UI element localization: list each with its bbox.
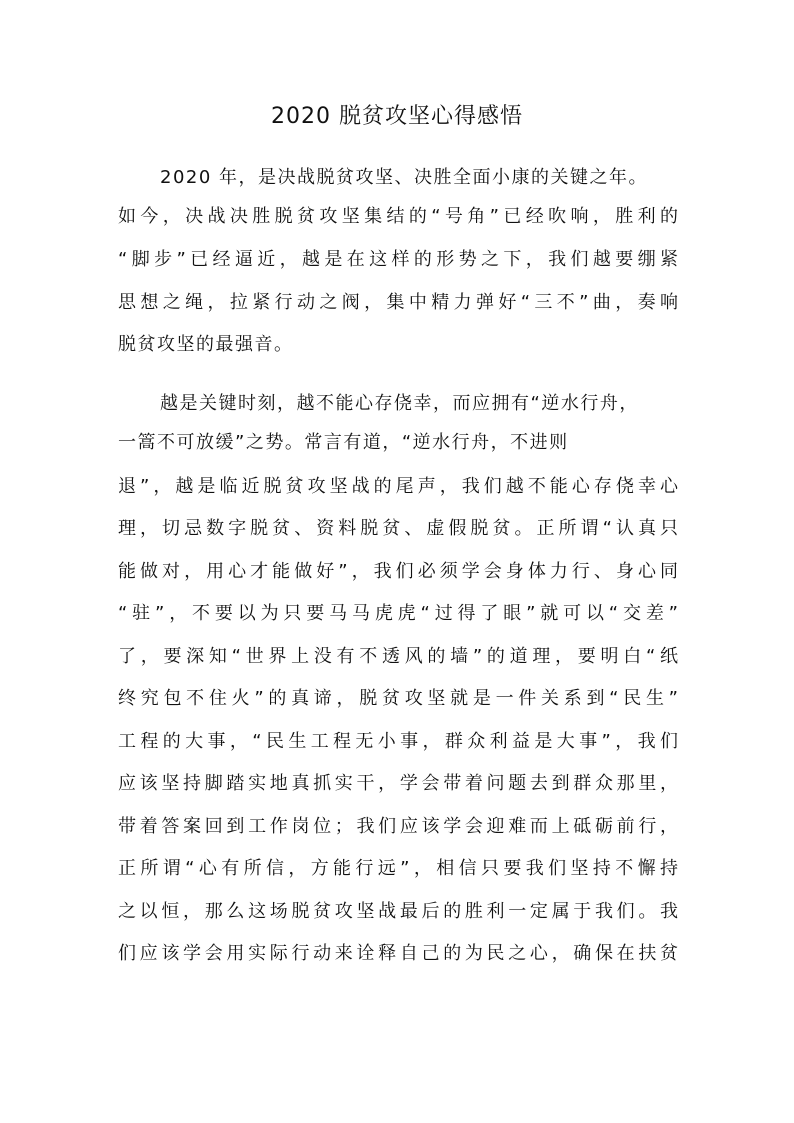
paragraph-line: “驻”，不要以为只要马马虎虎“过得了眼”就可以“交差”: [118, 603, 678, 624]
paragraph-line: 脱贫攻坚的最强音。: [118, 334, 294, 355]
paragraph-line: 之以恒，那么这场脱贫攻坚战最后的胜利一定属于我们。我: [118, 901, 678, 922]
paragraph-line: 思想之绳，拉紧行动之阀，集中精力弹好“三不”曲，奏响: [118, 292, 678, 313]
paragraph-line: 应该坚持脚踏实地真抓实干，学会带着问题去到群众那里，: [118, 773, 678, 794]
paragraph-line: 越是关键时刻，越不能心存侥幸，而应拥有“逆水行舟，: [160, 393, 639, 414]
paragraph-line: 理，切忌数字脱贫、资料脱贫、虚假脱贫。正所谓“认真只: [118, 518, 678, 539]
paragraph-line: 工程的大事，“民生工程无小事，群众利益是大事”，我们: [118, 731, 678, 752]
paragraph-line: 带着答案回到工作岗位；我们应该学会迎难而上砥砺前行，: [118, 816, 678, 837]
paragraph-line: 正所谓“心有所信，方能行远”，相信只要我们坚持不懈持: [118, 858, 678, 879]
paragraph-line: 一篙不可放缓”之势。常言有道，“逆水行舟，不进则: [118, 432, 569, 453]
paragraph-line: 们应该学会用实际行动来诠释自己的为民之心，确保在扶贫: [118, 943, 678, 964]
paragraph-line: 如今，决战决胜脱贫攻坚集结的“号角”已经吹响，胜利的: [118, 206, 678, 227]
paragraph-line: “脚步”已经逼近，越是在这样的形势之下，我们越要绷紧: [118, 249, 678, 270]
paragraph-line: 终究包不住火”的真谛，脱贫攻坚就是一件关系到“民生”: [118, 688, 678, 709]
paragraph-line: 能做对，用心才能做好”，我们必须学会身体力行、身心同: [118, 561, 678, 582]
document-title: 2020 脱贫攻坚心得感悟: [271, 104, 523, 129]
paragraph-line: 退”，越是临近脱贫攻坚战的尾声，我们越不能心存侥幸心: [118, 476, 678, 497]
paragraph-line: 了，要深知“世界上没有不透风的墙”的道理，要明白“纸: [118, 646, 678, 667]
paragraph-line: 2020 年，是决战脱贫攻坚、决胜全面小康的关键之年。: [160, 167, 649, 188]
